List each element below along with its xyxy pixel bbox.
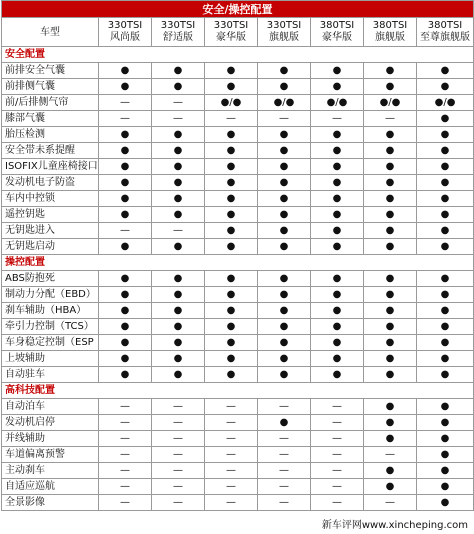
feature-value: ● [99,127,152,143]
feature-value: ● [417,399,474,415]
feature-label: 遥控钥匙 [2,207,99,223]
feature-value: ● [417,143,474,159]
feature-label: 自动驻车 [2,367,99,383]
model-header-line: 330TSI [107,20,143,31]
feature-value: ● [417,159,474,175]
feature-label: ISOFIX儿童座椅接口 [2,159,99,175]
feature-value: ● [205,271,258,287]
feature-label: 刹车辅助（HBA） [2,303,99,319]
feature-value: ● [364,191,417,207]
feature-label: 发动机电子防盗 [2,175,99,191]
model-header-line: 330TSI [213,20,249,31]
feature-value: — [258,495,311,511]
table-row [2,319,474,335]
table-row [2,351,474,367]
feature-label: 前排安全气囊 [2,63,99,79]
table-row [2,239,474,255]
feature-value: ● [205,287,258,303]
feature-value: ● [258,191,311,207]
feature-value: ● [258,319,311,335]
feature-value: — [99,431,152,447]
feature-value: ● [364,463,417,479]
model-header [258,18,311,47]
feature-value: — [152,95,205,111]
feature-value: ● [152,335,205,351]
feature-value: ● [99,303,152,319]
feature-label: ABS防抱死 [2,271,99,287]
feature-value: — [364,111,417,127]
feature-value: — [311,463,364,479]
model-header-line: 豪华版 [216,32,246,43]
model-header-line: 330TSI [266,20,302,31]
feature-value: ● [417,63,474,79]
table-row [2,415,474,431]
feature-value: ● [152,367,205,383]
feature-value: ● [311,239,364,255]
feature-value: ● [205,351,258,367]
table-row [2,271,474,287]
feature-value: — [205,415,258,431]
feature-label: 主动刹车 [2,463,99,479]
table-row [2,111,474,127]
feature-value: ● [258,223,311,239]
feature-value: ●/● [258,95,311,111]
feature-value: ● [311,223,364,239]
feature-value: ● [99,351,152,367]
table-row [2,431,474,447]
feature-label: 膝部气囊 [2,111,99,127]
feature-value: — [205,399,258,415]
feature-value: ●/● [205,95,258,111]
feature-value: ● [364,367,417,383]
feature-value: ● [364,239,417,255]
feature-value: — [152,415,205,431]
feature-value: — [152,431,205,447]
header-label: 车型 [2,18,99,47]
feature-value: ● [258,79,311,95]
table-row [2,143,474,159]
feature-value: ● [152,271,205,287]
feature-value: — [258,447,311,463]
table-row [2,287,474,303]
feature-label: 无钥匙进入 [2,223,99,239]
feature-value: ● [152,143,205,159]
feature-value: ● [311,63,364,79]
model-header-line: 至尊旗舰版 [420,32,471,43]
table-row [2,175,474,191]
feature-value: ● [99,271,152,287]
feature-value: — [205,447,258,463]
feature-value: ● [417,447,474,463]
feature-value: ● [205,175,258,191]
feature-value: ● [205,223,258,239]
feature-label: 车身稳定控制（ESP [2,335,99,351]
feature-value: — [205,111,258,127]
table-row [2,79,474,95]
feature-value: ● [417,191,474,207]
section-row [2,383,474,399]
feature-value: — [258,399,311,415]
feature-value: — [258,111,311,127]
feature-value: ● [417,79,474,95]
feature-value: ● [417,287,474,303]
feature-value: ● [152,239,205,255]
feature-label: 上坡辅助 [2,351,99,367]
feature-value: ● [99,239,152,255]
feature-value: ● [417,271,474,287]
feature-value: ● [99,287,152,303]
feature-value: ● [152,191,205,207]
feature-value: ● [311,287,364,303]
feature-value: — [311,111,364,127]
feature-value: ●/● [311,95,364,111]
model-header [311,18,364,47]
feature-value: ● [152,79,205,95]
feature-value: ● [311,303,364,319]
feature-value: — [364,447,417,463]
feature-label: 无钥匙启动 [2,239,99,255]
feature-value: ● [205,303,258,319]
model-header-line: 舒适版 [163,32,193,43]
model-header-line: 旗舰版 [375,32,405,43]
feature-label: 全景影像 [2,495,99,511]
feature-value: — [99,111,152,127]
feature-value: — [152,479,205,495]
feature-value: ● [152,127,205,143]
feature-value: ● [205,335,258,351]
feature-value: — [99,479,152,495]
feature-value: — [99,447,152,463]
feature-value: ● [417,367,474,383]
feature-label: 前/后排侧气帘 [2,95,99,111]
table-row [2,479,474,495]
model-header-line: 380TSI [319,20,355,31]
feature-value: ● [99,159,152,175]
feature-value: ● [258,335,311,351]
feature-value: — [99,415,152,431]
feature-value: — [311,495,364,511]
feature-value: ● [311,271,364,287]
feature-value: ● [417,479,474,495]
feature-label: 制动力分配（EBD） [2,287,99,303]
feature-label: 牵引力控制（TCS） [2,319,99,335]
table-row [2,495,474,511]
feature-value: ● [99,367,152,383]
feature-value: ● [258,63,311,79]
table-row [2,447,474,463]
feature-value: ● [311,159,364,175]
feature-value: — [258,463,311,479]
feature-value: ● [364,223,417,239]
feature-value: ● [311,367,364,383]
feature-value: ● [417,463,474,479]
feature-label: 发动机启停 [2,415,99,431]
feature-value: — [311,447,364,463]
feature-value: ● [205,207,258,223]
feature-value: — [152,495,205,511]
feature-value: — [99,399,152,415]
table-row [2,335,474,351]
feature-value: ● [417,431,474,447]
feature-value: ● [258,239,311,255]
feature-value: ● [417,495,474,511]
feature-value: ● [152,63,205,79]
feature-value: ● [311,127,364,143]
feature-value: — [152,223,205,239]
feature-value: ● [364,351,417,367]
feature-value: ● [99,191,152,207]
feature-value: ● [152,159,205,175]
feature-value: — [152,399,205,415]
feature-value: ● [152,175,205,191]
feature-value: ● [205,159,258,175]
table-title: 安全/操控配置 [2,1,474,18]
feature-value: ● [311,351,364,367]
feature-value: ● [364,335,417,351]
feature-value: — [99,223,152,239]
feature-value: ●/● [417,95,474,111]
feature-value: ● [99,143,152,159]
table-row [2,159,474,175]
feature-label: 车道偏离预警 [2,447,99,463]
model-header-line: 380TSI [372,20,408,31]
model-header-line: 风尚版 [110,32,140,43]
feature-value: ● [258,271,311,287]
section-row [2,255,474,271]
feature-value: — [205,495,258,511]
feature-value: — [152,447,205,463]
model-header [205,18,258,47]
feature-value: — [311,399,364,415]
feature-value: ● [364,479,417,495]
feature-value: ● [364,303,417,319]
feature-value: ● [364,319,417,335]
feature-label: 胎压检测 [2,127,99,143]
feature-value: ● [258,287,311,303]
feature-value: ● [417,111,474,127]
feature-value: — [258,479,311,495]
section-title: 高科技配置 [2,383,474,399]
feature-value: — [311,431,364,447]
table-row [2,463,474,479]
feature-value: ● [205,127,258,143]
header-row [2,18,474,47]
feature-value: ● [364,399,417,415]
feature-value: ● [311,207,364,223]
feature-value: — [311,479,364,495]
feature-value: — [364,495,417,511]
model-header [364,18,417,47]
feature-value: ● [258,143,311,159]
model-header-line: 380TSI [427,20,463,31]
feature-value: ● [258,415,311,431]
feature-value: ● [364,127,417,143]
feature-value: ● [99,79,152,95]
feature-label: 前排侧气囊 [2,79,99,95]
feature-value: ● [417,239,474,255]
feature-value: ● [311,319,364,335]
feature-value: ● [205,79,258,95]
section-row [2,47,474,63]
feature-value: ● [364,415,417,431]
feature-value: ● [152,207,205,223]
feature-value: ● [205,191,258,207]
feature-value: ● [99,335,152,351]
feature-label: 并线辅助 [2,431,99,447]
feature-value: ● [258,207,311,223]
feature-value: ● [364,431,417,447]
feature-value: ● [258,175,311,191]
feature-value: ● [417,351,474,367]
feature-value: ● [311,143,364,159]
table-row [2,367,474,383]
feature-value: ● [417,303,474,319]
feature-value: ● [311,335,364,351]
table-row [2,95,474,111]
table-row [2,207,474,223]
feature-value: ● [205,319,258,335]
feature-value: ● [152,319,205,335]
table-row [2,399,474,415]
feature-value: — [258,431,311,447]
feature-value: ● [205,63,258,79]
section-title: 操控配置 [2,255,474,271]
table-row [2,127,474,143]
feature-value: — [99,95,152,111]
feature-value: ● [99,63,152,79]
feature-value: — [99,463,152,479]
watermark: 新车评网www.xincheping.com [321,520,468,531]
feature-value: ● [258,367,311,383]
feature-value: ● [364,143,417,159]
feature-value: — [205,431,258,447]
feature-label: 自适应巡航 [2,479,99,495]
feature-value: ● [311,175,364,191]
feature-value: ● [152,351,205,367]
feature-value: ● [205,143,258,159]
feature-value: ● [364,271,417,287]
feature-value: ● [311,79,364,95]
feature-value: ● [417,335,474,351]
feature-value: ● [417,175,474,191]
feature-value: ● [152,287,205,303]
model-header [152,18,205,47]
table-row [2,223,474,239]
table-row [2,303,474,319]
feature-value: — [205,479,258,495]
model-header-line: 330TSI [160,20,196,31]
feature-value: ● [258,351,311,367]
model-header [99,18,152,47]
feature-value: ● [152,303,205,319]
feature-value: ● [364,159,417,175]
feature-label: 车内中控锁 [2,191,99,207]
feature-value: ● [205,367,258,383]
feature-value: ● [364,287,417,303]
feature-value: ● [417,127,474,143]
feature-value: — [311,415,364,431]
feature-value: ● [258,303,311,319]
table-row [2,63,474,79]
feature-value: ● [99,207,152,223]
table-row [2,191,474,207]
feature-value: ● [99,319,152,335]
feature-value: ● [258,127,311,143]
feature-label: 自动泊车 [2,399,99,415]
spec-table [1,0,474,511]
feature-value: ● [364,175,417,191]
section-title: 安全配置 [2,47,474,63]
model-header [417,18,474,47]
feature-value: ● [417,415,474,431]
feature-value: ● [364,207,417,223]
feature-value: ● [311,191,364,207]
feature-value: ●/● [364,95,417,111]
title-row [2,1,474,18]
feature-value: ● [364,79,417,95]
model-header-line: 豪华版 [322,32,352,43]
feature-value: — [152,111,205,127]
feature-value: — [205,463,258,479]
feature-value: ● [364,63,417,79]
feature-value: ● [417,223,474,239]
feature-value: ● [417,319,474,335]
model-header-line: 旗舰版 [269,32,299,43]
feature-value: ● [417,207,474,223]
feature-value: ● [205,239,258,255]
feature-value: ● [258,159,311,175]
feature-label: 安全带未系提醒 [2,143,99,159]
feature-value: — [99,495,152,511]
feature-value: — [152,463,205,479]
feature-value: ● [99,175,152,191]
